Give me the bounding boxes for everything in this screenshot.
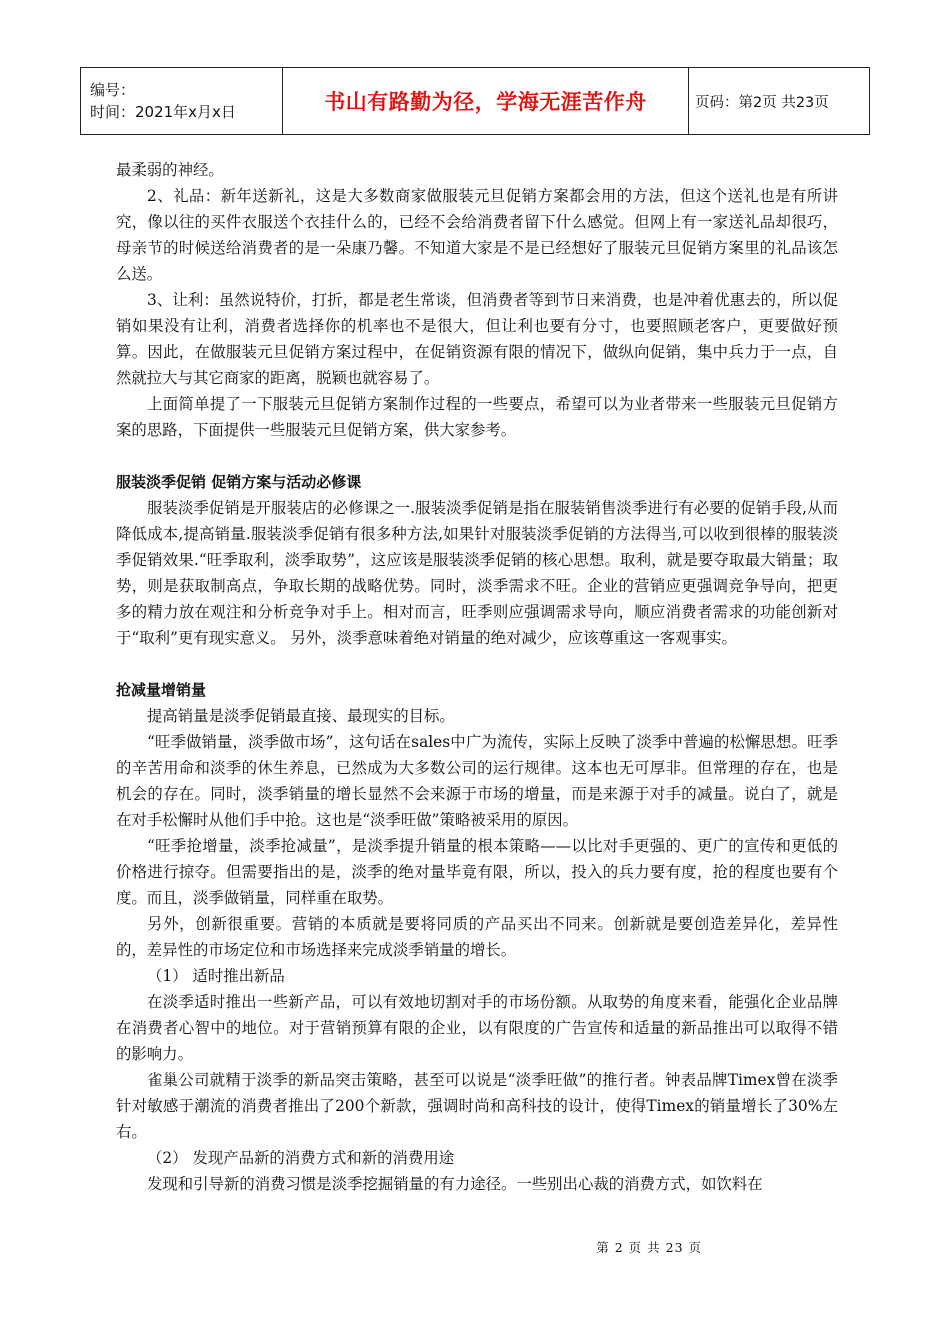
paragraph: 上面简单提了一下服装元旦促销方案制作过程的一些要点，希望可以为业者带来一些服装元旦促销方案的思路，下面提供一些服装元旦促销方案，供大家参考。 bbox=[116, 395, 838, 439]
subsection-heading: （1） 适时推出新品 bbox=[147, 967, 285, 985]
document-time-label: 时间：2021年x月x日 bbox=[90, 103, 236, 121]
paragraph: 3、让利：虽然说特价，打折，都是老生常谈，但消费者等到节日来消费，也是冲着优惠去的，所以促销如果没有让利，消费者选择你的机率也不是很大，但让利也要有分寸，也要照顾老客户，更要做好预算。因此，在做服装元旦促销方案过程中，在促销资源有限的情况下，做纵向促销，集中兵力于一点，自然就拉大与其它商家的距离，脱颖也就容易了。 bbox=[116, 291, 838, 387]
page-footer: 第 2 页 共 23 页 bbox=[596, 1240, 702, 1255]
paragraph: 服装淡季促销是开服装店的必修课之一.服装淡季促销是指在服装销售淡季进行有必要的促销手段,从而降低成本,提高销量.服装淡季促销有很多种方法,如果针对服装淡季促销的方法得当,可以收到很棒的服装淡季促销效果.“旺季取利，淡季取势”，这应该是服装淡季促销的核心思想。取利，就是要夺取最大销量；取势，则是获取制高点，争取长期的战略优势。同时，淡季需求不旺。企业的营销应更强调竞争导向，把更多的精力放在观注和分析竞争对手上。相对而言，旺季则应强调需求导向，顺应消费者需求的功能创新对于“取利”更有现实意义。 另外，淡季意味着绝对销量的绝对减少，应该尊重这一客观事实。 bbox=[116, 499, 838, 647]
header-table bbox=[80, 67, 870, 135]
paragraph: 雀巢公司就精于淡季的新品突击策略，甚至可以说是“淡季旺做”的推行者。钟表品牌Timex曾在淡季针对敏感于潮流的消费者推出了200个新款，强调时尚和高科技的设计，使得Timex的销量增长了30%左右。 bbox=[116, 1071, 838, 1141]
paragraph: “旺季做销量，淡季做市场”，这句话在sales中广为流传，实际上反映了淡季中普遍的松懈思想。旺季的辛苦用命和淡季的休生养息，已然成为大多数公司的运行规律。这本也无可厚非。但常理的存在，也是机会的存在。同时，淡季销量的增长显然不会来源于市场的增量，而是来源于对手的减量。说白了，就是在对手松懈时从他们手中抢。这也是“淡季旺做”策略被采用的原因。 bbox=[116, 733, 838, 829]
header-page-number: 页码：第2页 共23页 bbox=[695, 94, 829, 111]
header-meta bbox=[81, 68, 283, 134]
paragraph: 2、礼品：新年送新礼，这是大多数商家做服装元旦促销方案都会用的方法，但这个送礼也是有所讲究，像以往的买件衣服送个衣挂什么的，已经不会给消费者留下什么感觉。但网上有一家送礼品却很巧，母亲节的时候送给消费者的是一朵康乃馨。不知道大家是不是已经想好了服装元旦促销方案里的礼品该怎么送。 bbox=[116, 187, 838, 283]
paragraph: “旺季抢增量，淡季抢减量”，是淡季提升销量的根本策略——以比对手更强的、更广的宣传和更低的价格进行掠夺。但需要指出的是，淡季的绝对量毕竟有限，所以，投入的兵力要有度，抢的程度也要有个度。而且，淡季做销量，同样重在取势。 bbox=[116, 837, 838, 907]
paragraph: 在淡季适时推出一些新产品，可以有效地切割对手的市场份额。从取势的角度来看，能强化企业品牌在消费者心智中的地位。对于营销预算有限的企业，以有限度的广告宣传和适量的新品推出可以取得不错的影响力。 bbox=[116, 993, 838, 1063]
paragraph: 提高销量是淡季促销最直接、最现实的目标。 bbox=[147, 707, 455, 725]
header-motto: 书山有路勤为径，学海无涯苦作舟 bbox=[283, 68, 689, 134]
section-heading: 抢减量增销量 bbox=[116, 681, 207, 699]
paragraph: 最柔弱的神经。 bbox=[116, 161, 224, 179]
document-body bbox=[116, 157, 838, 1197]
section-heading: 服装淡季促销 促销方案与活动必修课 bbox=[116, 473, 362, 491]
document-number-label: 编号： bbox=[90, 81, 136, 99]
subsection-heading: （2） 发现产品新的消费方式和新的消费用途 bbox=[147, 1149, 455, 1167]
paragraph: 发现和引导新的消费习惯是淡季挖掘销量的有力途径。一些别出心裁的消费方式，如饮料在 bbox=[147, 1175, 763, 1193]
paragraph: 另外，创新很重要。营销的本质就是要将同质的产品买出不同来。创新就是要创造差异化，差异性的，差异性的市场定位和市场选择来完成淡季销量的增长。 bbox=[116, 915, 838, 959]
